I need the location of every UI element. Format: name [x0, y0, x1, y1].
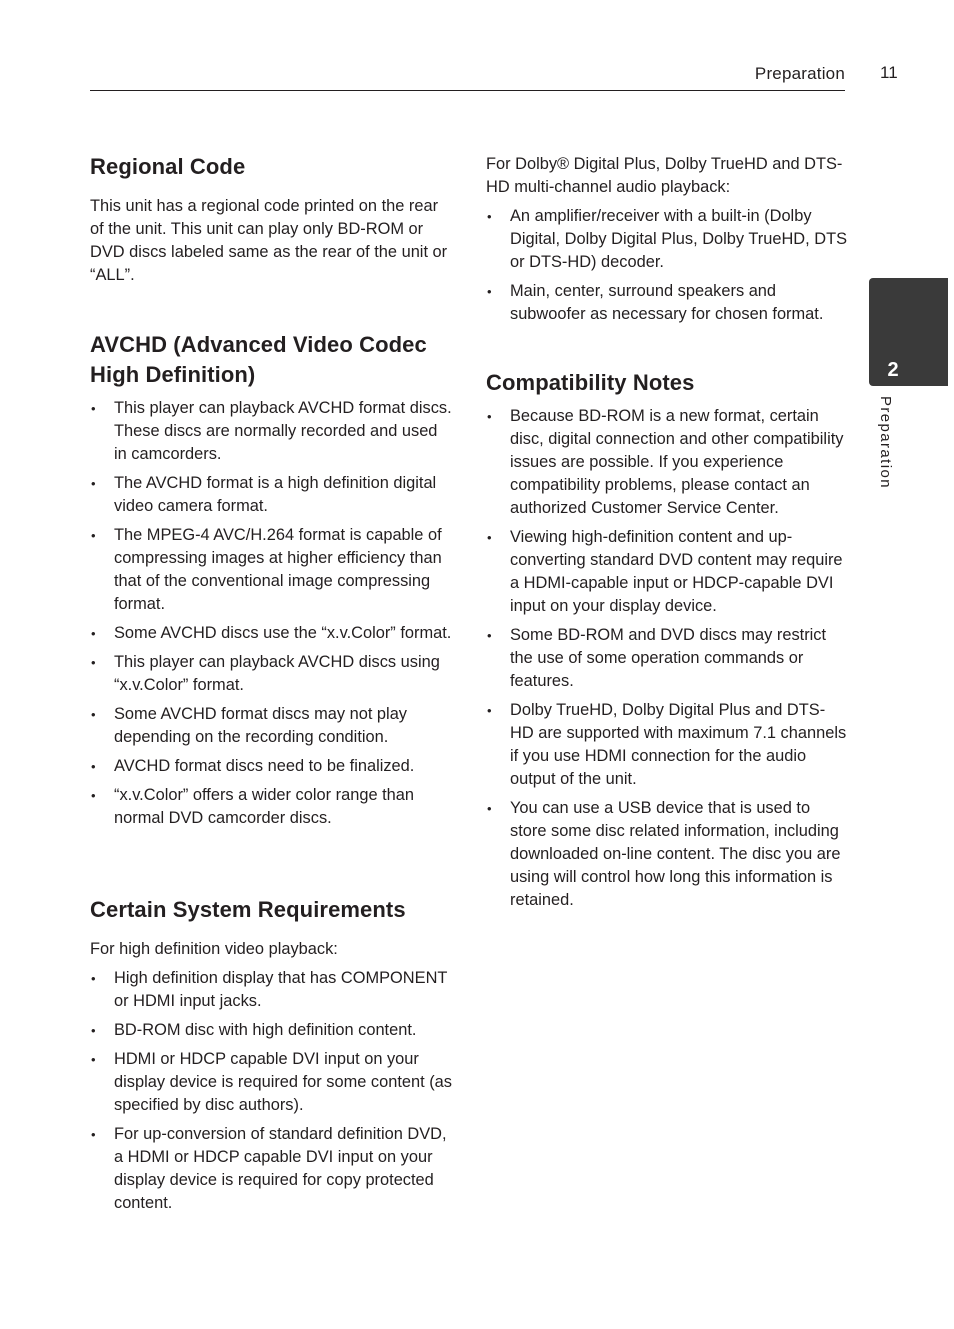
- regional-code-body: This unit has a regional code printed on the rear of the unit. This unit can play only BD-ROM or DVD discs labeled same as the rear of the unit or “ALL”.: [90, 197, 448, 284]
- list-item: • BD-ROM disc with high definition content.: [90, 1019, 452, 1042]
- dolby-intro: For Dolby® Digital Plus, Dolby TrueHD and DTS-HD multi-channel audio playback:: [486, 155, 843, 196]
- list-item: • The AVCHD format is a high definition digital video camera format.: [90, 472, 452, 518]
- list-item: • This player can playback AVCHD format discs. These discs are normally recorded and used in camcorders.: [90, 397, 452, 466]
- list-item: • AVCHD format discs need to be finalized.: [90, 755, 452, 778]
- list-item: • Some AVCHD discs use the “x.v.Color” format.: [90, 622, 452, 645]
- list-item: • HDMI or HDCP capable DVI input on your display device is required for some content (as specified by disc authors).: [90, 1048, 452, 1117]
- list-item: • This player can playback AVCHD discs using “x.v.Color” format.: [90, 651, 452, 697]
- list-item: • “x.v.Color” offers a wider color range than normal DVD camcorder discs.: [90, 784, 452, 830]
- system-requirements-list: [90, 967, 452, 1221]
- chapter-label: Preparation: [877, 396, 894, 489]
- chapter-number: 2: [887, 359, 899, 381]
- compatibility-list: [486, 405, 848, 918]
- page-number: 11: [880, 63, 898, 82]
- list-item: • You can use a USB device that is used to store some disc related information, including downloaded on-line content. The disc you are using will control how long this information is retained.: [486, 797, 848, 912]
- list-item: • For up-conversion of standard definition DVD, a HDMI or HDCP capable DVI input on your display device is required for copy protected content.: [90, 1123, 452, 1215]
- list-item: • Viewing high-definition content and up-converting standard DVD content may require a HDMI-capable input or HDCP-capable DVI input on your display device.: [486, 526, 848, 618]
- page-header: [90, 62, 845, 91]
- header-section-title: Preparation: [754, 64, 845, 83]
- list-item: • High definition display that has COMPONENT or HDMI input jacks.: [90, 967, 452, 1013]
- list-item: • Some AVCHD format discs may not play depending on the recording condition.: [90, 703, 452, 749]
- list-item: • Dolby TrueHD, Dolby Digital Plus and DTS-HD are supported with maximum 7.1 channels if you use HDMI connection for the audio output of the unit.: [486, 699, 848, 791]
- regional-code-heading: Regional Code: [90, 154, 246, 179]
- system-requirements-heading: Certain System Requirements: [90, 897, 406, 922]
- system-requirements-intro: For high definition video playback:: [90, 940, 338, 958]
- list-item: • Some BD-ROM and DVD discs may restrict the use of some operation commands or features.: [486, 624, 848, 693]
- list-item: • An amplifier/receiver with a built-in (Dolby Digital, Dolby Digital Plus, Dolby TrueHD, DTS or DTS-HD) decoder.: [486, 205, 848, 274]
- avchd-list: [90, 397, 452, 836]
- avchd-heading: AVCHD (Advanced Video Codec High Definition): [90, 332, 427, 387]
- list-item: • The MPEG-4 AVC/H.264 format is capable of compressing images at higher efficiency than that of the conventional image compressing format.: [90, 524, 452, 616]
- compatibility-heading: Compatibility Notes: [486, 370, 695, 395]
- list-item: • Because BD-ROM is a new format, certain disc, digital connection and other compatibility issues are possible. If you experience compatibility problems, please contact an authorized Customer Service Center.: [486, 405, 848, 520]
- chapter-tab: [869, 278, 948, 386]
- list-item: • Main, center, surround speakers and subwoofer as necessary for chosen format.: [486, 280, 848, 326]
- dolby-list: [486, 205, 848, 332]
